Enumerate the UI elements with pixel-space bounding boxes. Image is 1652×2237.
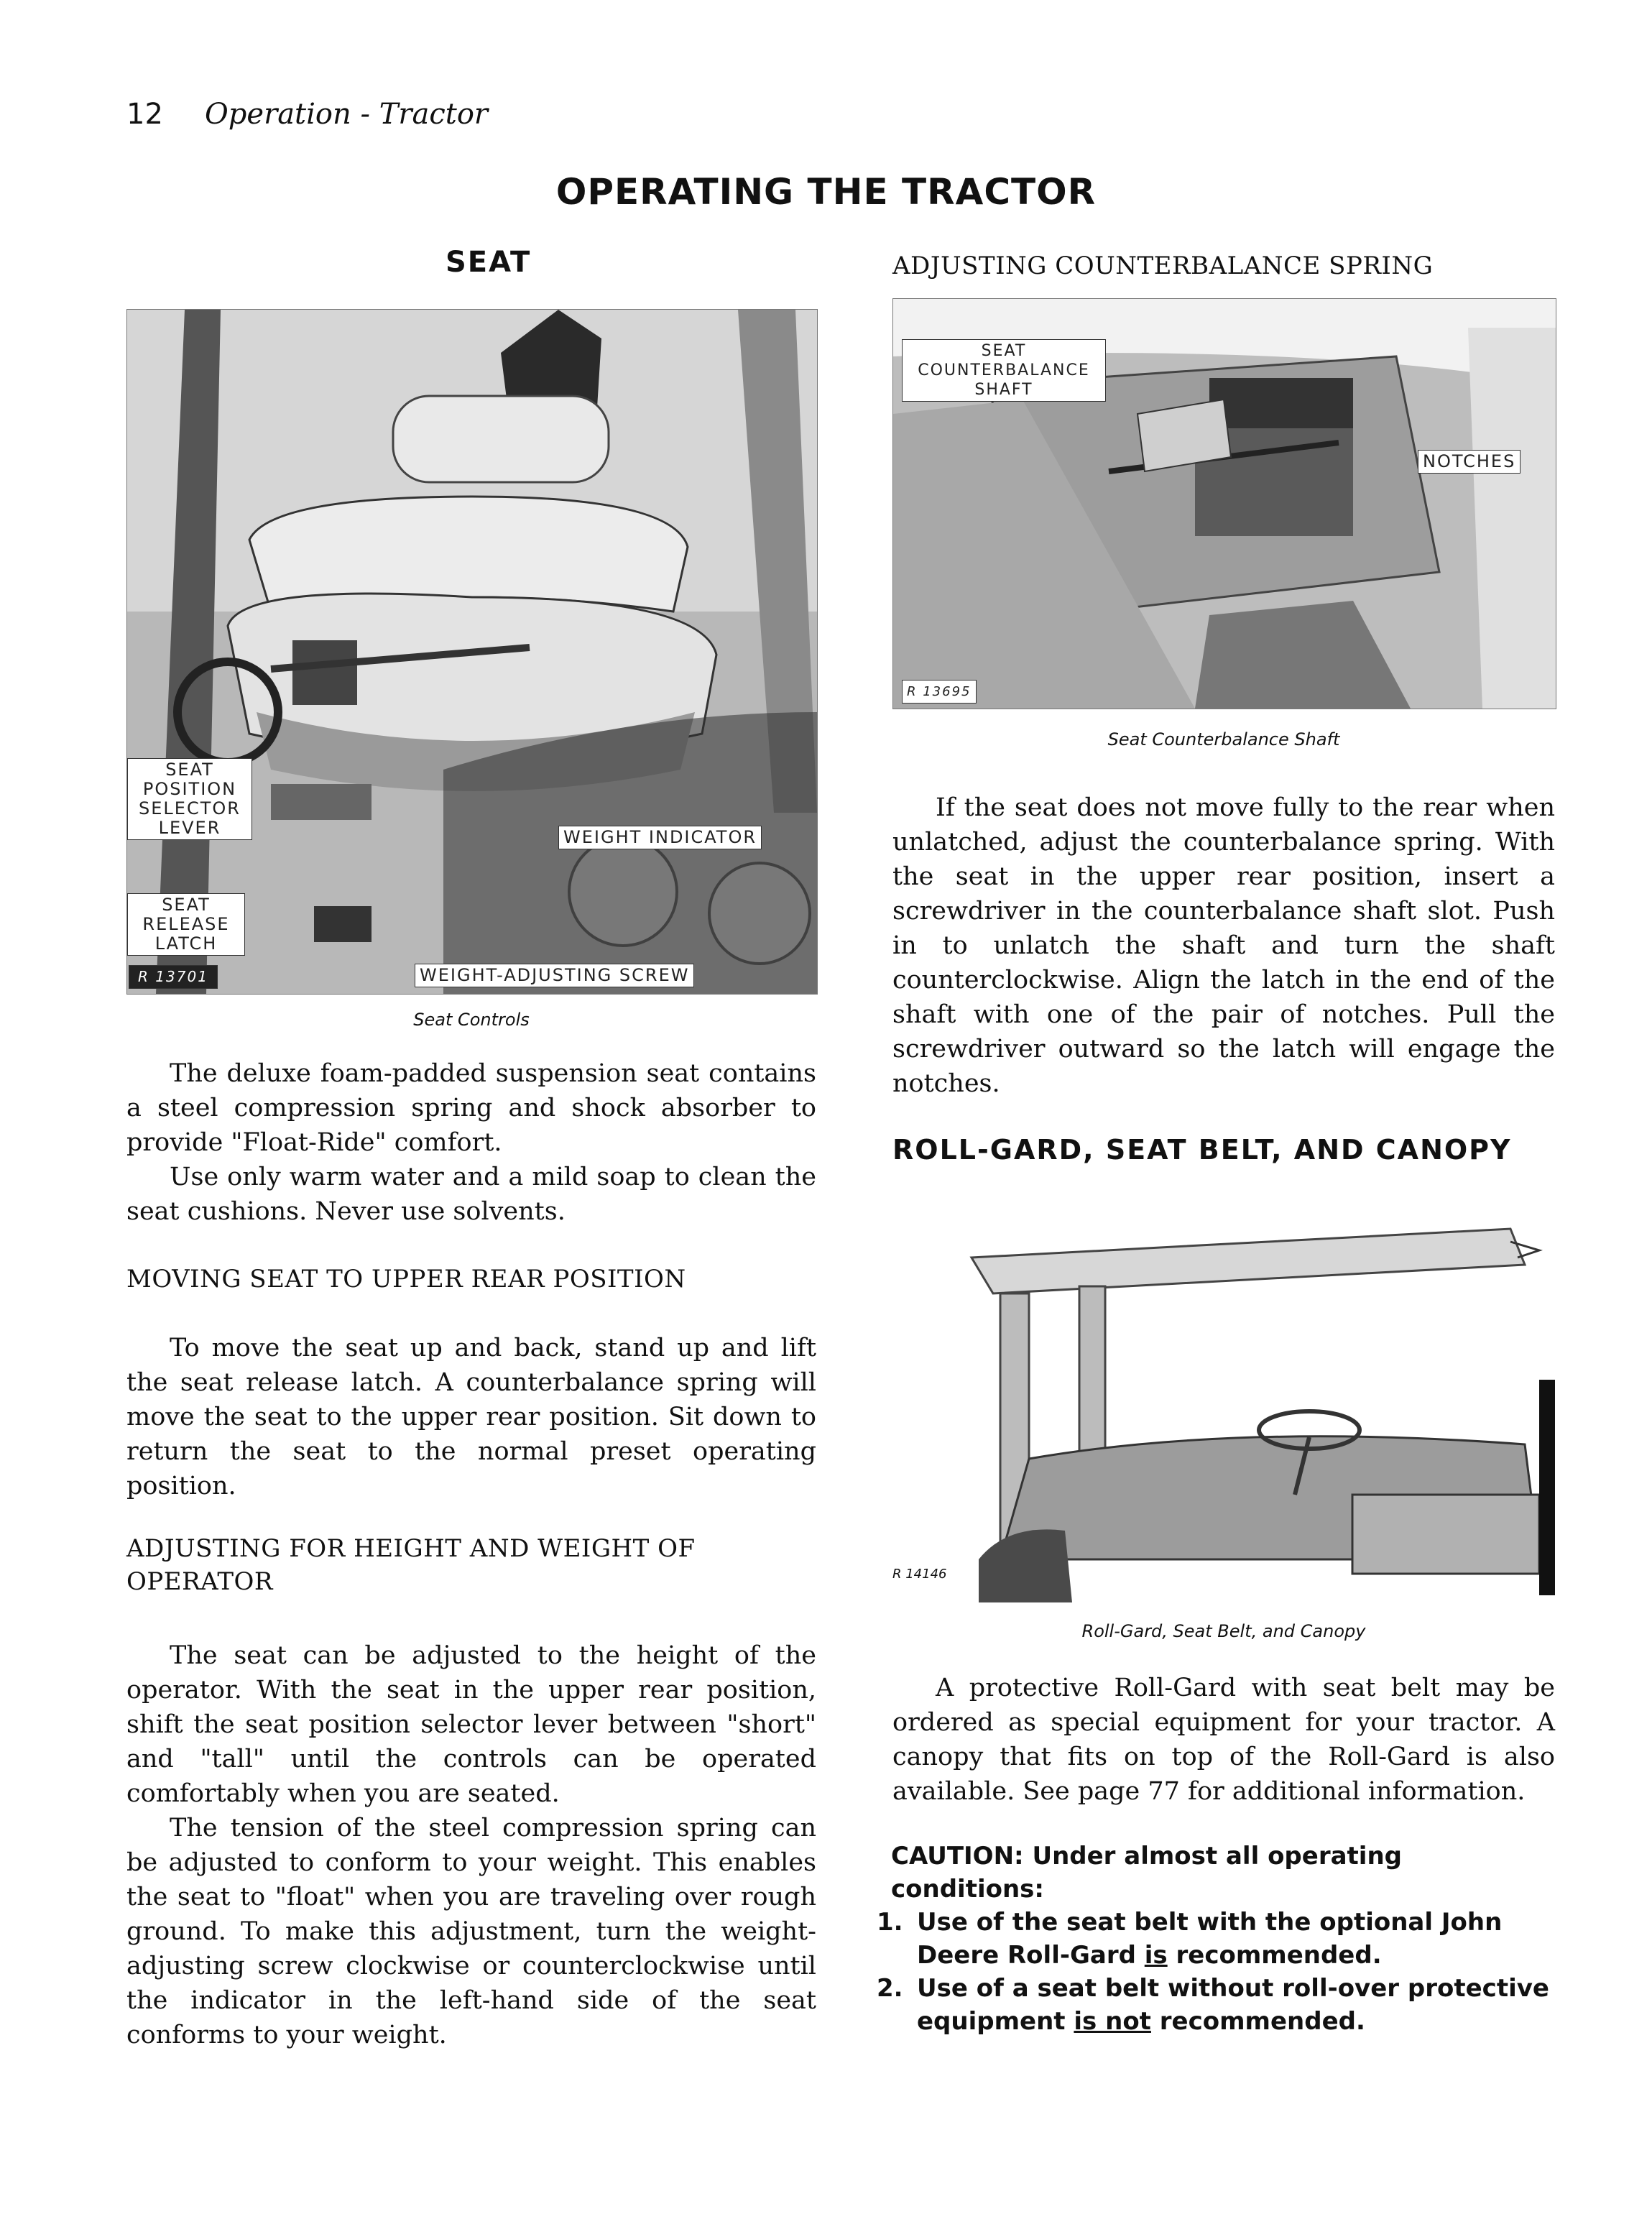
caution-item-text-end: recommended.: [1150, 2007, 1365, 2036]
paragraph: The deluxe foam-padded suspension seat contains a steel compression spring and shock absorber to provide "Float-Ride" comfort.: [126, 1059, 816, 1157]
paragraph: The tension of the steel compression spring can be adjusted to conform to your weight. This enables the seat to "float" when you are traveling over rough ground. To make this adjustment, turn the weight-adjusting screw clockwise or counterclockwise until the indicator in the left-hand side of the seat conforms to your weight.: [126, 1814, 816, 2049]
counterbalance-shaft-photo: [892, 298, 1556, 709]
weight-indicator-label: WEIGHT INDICATOR: [558, 826, 762, 849]
counterbalance-heading: ADJUSTING COUNTERBALANCE SPRING: [892, 252, 1434, 280]
seat-release-latch-label: SEAT RELEASE LATCH: [127, 893, 245, 956]
paragraph: To move the seat up and back, stand up and lift the seat release latch. A counterbalance spring will move the seat to the upper rear position. Sit down to return the seat to the normal preset operating position.: [126, 1334, 816, 1500]
rollgard-caption: Roll-Gard, Seat Belt, and Canopy: [1081, 1621, 1366, 1641]
caution-item-number: 2.: [877, 1974, 903, 2003]
adjusting-height-weight-heading: [126, 1532, 696, 1598]
paragraph: Use only warm water and a mild soap to clean the seat cushions. Never use solvents.: [126, 1163, 816, 1226]
paragraph: If the seat does not move fully to the rear when unlatched, adjust the counterbalance spring. With the seat in the upper rear position, insert a screwdriver in the counterbalance shaft slot. Push in to unlatch the shaft and turn the shaft counterclockwise. Align the latch in the end of the shaft with one of the pair of notches. Pull the screwdriver outward so the latch will engage the notches.: [892, 793, 1555, 1098]
caution-item-emphasis: is: [1144, 1941, 1168, 1970]
seat-intro-text: [126, 1056, 816, 1229]
paragraph: A protective Roll-Gard with seat belt may be ordered as special equipment for your tractor. A canopy that fits on top of the Roll-Gard is also available. See page 77 for additional information.: [892, 1674, 1555, 1806]
seat-illustration: [127, 310, 817, 994]
weight-adjusting-screw-label: WEIGHT-ADJUSTING SCREW: [415, 964, 694, 987]
tractor-canopy-drawing: [892, 1222, 1555, 1602]
caution-item-emphasis: is not: [1074, 2007, 1151, 2036]
seat-controls-photo: [126, 309, 818, 995]
page-title: OPERATING THE TRACTOR: [555, 171, 1097, 213]
seat-heading: SEAT: [446, 246, 532, 279]
figure-ref-number: R 13701: [129, 965, 218, 989]
figure-ref-number: R 13695: [902, 680, 977, 704]
moving-seat-text: [126, 1331, 816, 1503]
rollgard-canopy-illustration: [892, 1222, 1555, 1602]
caution-item-number: 1.: [877, 1908, 903, 1937]
seat-controls-caption: Seat Controls: [413, 1010, 530, 1030]
rollgard-heading: ROLL-GARD, SEAT BELT, AND CANOPY: [892, 1134, 1512, 1166]
caution-item-text: Use of a seat belt without roll-over protective equipment: [917, 1974, 1549, 2036]
page-number: 12: [126, 98, 163, 131]
caution-item-text-end: recommended.: [1167, 1941, 1382, 1970]
paragraph: The seat can be adjusted to the height of the operator. With the seat in the upper rear position, shift the seat position selector lever between "short" and "tall" until the controls can be operated comfortably when you are seated.: [126, 1641, 816, 1808]
rollgard-text: [892, 1671, 1555, 1809]
adjusting-height-weight-text: [126, 1638, 816, 2052]
heading-line: ADJUSTING FOR HEIGHT AND WEIGHT OF: [126, 1534, 696, 1563]
caution-intro: CAUTION: Under almost all operating conditions:: [891, 1842, 1402, 1904]
caution-block: [877, 1840, 1555, 2038]
caution-item: [877, 1906, 1555, 1972]
seat-position-selector-lever-label: SEAT POSITION SELECTOR LEVER: [127, 758, 252, 840]
seat-counterbalance-shaft-label: SEAT COUNTERBALANCE SHAFT: [902, 339, 1106, 402]
counterbalance-text: [892, 790, 1555, 1101]
counterbalance-caption: Seat Counterbalance Shaft: [1107, 729, 1340, 749]
heading-line: OPERATOR: [126, 1567, 274, 1596]
figure-ref-number: R 14146: [892, 1567, 947, 1582]
caution-item: [877, 1972, 1555, 2038]
caution-item-text: Use of the seat belt with the optional John Deere Roll-Gard: [917, 1908, 1503, 1970]
running-header: Operation - Tractor: [205, 98, 489, 131]
moving-seat-heading: MOVING SEAT TO UPPER REAR POSITION: [126, 1265, 686, 1293]
notches-label: NOTCHES: [1418, 450, 1521, 474]
caution-list: [877, 1906, 1555, 2038]
